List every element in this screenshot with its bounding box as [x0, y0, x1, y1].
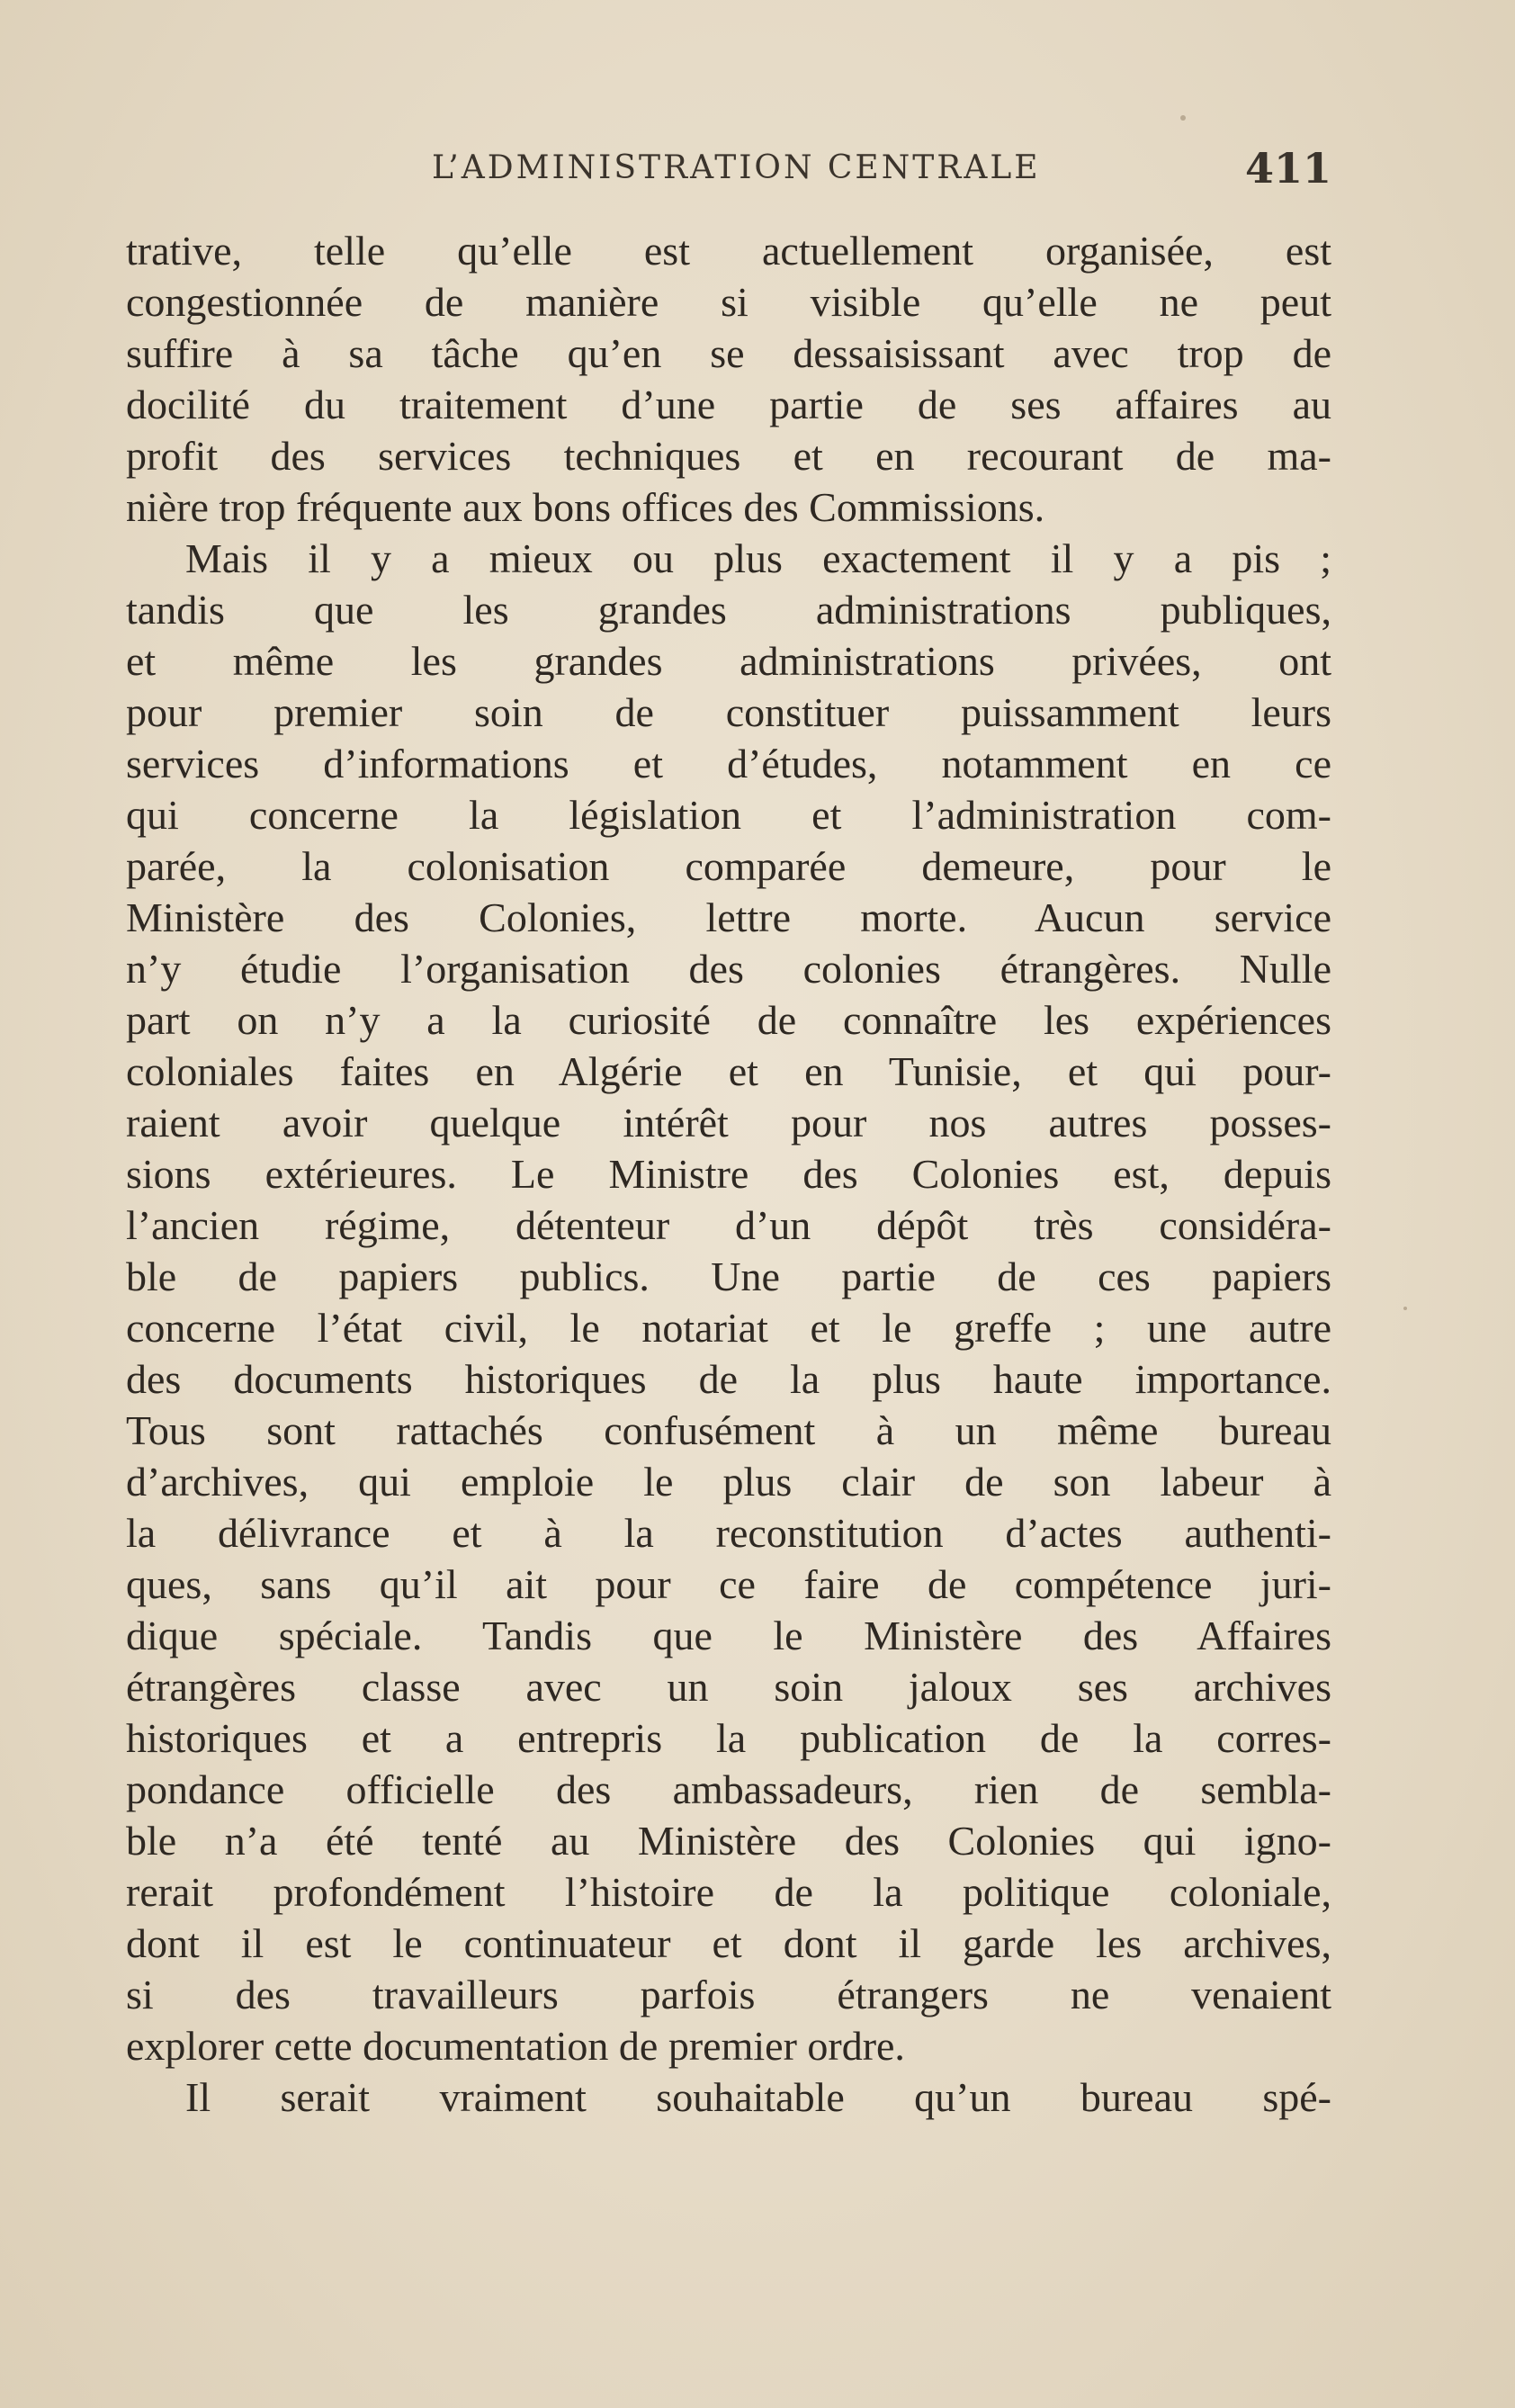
text-line: ques, sans qu’il ait pour ce faire de compétence juri-: [126, 1561, 1331, 1607]
text-line: pour premier soin de constituer puissamment leurs: [126, 689, 1331, 735]
text-line: congestionnée de manière si visible qu’elle ne peut: [126, 279, 1331, 325]
text-line: raient avoir quelque intérêt pour nos autres posses-: [126, 1100, 1331, 1146]
text-line: ble n’a été tenté au Ministère des Colonies qui igno-: [126, 1818, 1331, 1864]
text-line: n’y étudie l’organisation des colonies étrangères. Nulle: [126, 946, 1331, 992]
text-line: la délivrance et à la reconstitution d’actes authenti-: [126, 1510, 1331, 1556]
body-text: [126, 225, 1331, 2123]
text-line: Ministère des Colonies, lettre morte. Aucun service: [126, 894, 1331, 940]
text-line: nière trop fréquente aux bons offices des Commissions.: [126, 484, 1045, 530]
running-head: [126, 144, 1331, 198]
text-line: dique spéciale. Tandis que le Ministère des Affaires: [126, 1613, 1331, 1658]
text-line: si des travailleurs parfois étrangers ne venaient: [126, 1972, 1331, 2017]
text-line: dont il est le continuateur et dont il garde les archives,: [126, 1920, 1331, 1966]
text-line: Tous sont rattachés confusément à un même bureau: [126, 1407, 1331, 1453]
text-line: Il serait vraiment souhaitable qu’un bureau spé-: [185, 2074, 1331, 2120]
text-line: tandis que les grandes administrations publiques,: [126, 587, 1331, 633]
text-line: rerait profondément l’histoire de la politique coloniale,: [126, 1869, 1331, 1915]
text-line: qui concerne la législation et l’administration com-: [126, 792, 1331, 838]
text-line: l’ancien régime, détenteur d’un dépôt très considéra-: [126, 1202, 1331, 1248]
text-line: Mais il y a mieux ou plus exactement il y a pis ;: [185, 535, 1331, 581]
page-number: 411: [1244, 144, 1331, 193]
text-line: étrangères classe avec un soin jaloux ses archives: [126, 1664, 1331, 1710]
text-line: explorer cette documentation de premier ordre.: [126, 2023, 905, 2069]
text-line: services d’informations et d’études, notamment en ce: [126, 741, 1331, 786]
text-line: suffire à sa tâche qu’en se dessaisissant avec trop de: [126, 330, 1331, 376]
text-line: part on n’y a la curiosité de connaître les expériences: [126, 997, 1331, 1043]
paper-speck: [1180, 115, 1186, 121]
text-line: trative, telle qu’elle est actuellement organisée, est: [126, 228, 1331, 274]
paper-speck: [1403, 1307, 1407, 1310]
text-line: des documents historiques de la plus haute importance.: [126, 1356, 1331, 1402]
text-line: docilité du traitement d’une partie de ses affaires au: [126, 382, 1331, 427]
running-head-title: L’ADMINISTRATION CENTRALE: [432, 149, 1041, 186]
text-line: sions extérieures. Le Ministre des Colonies est, depuis: [126, 1151, 1331, 1197]
text-line: ble de papiers publics. Une partie de ces papiers: [126, 1253, 1331, 1299]
text-line: coloniales faites en Algérie et en Tunisie, et qui pour-: [126, 1048, 1331, 1094]
text-line: d’archives, qui emploie le plus clair de son labeur à: [126, 1459, 1331, 1505]
text-line: et même les grandes administrations privées, ont: [126, 638, 1331, 684]
text-line: concerne l’état civil, le notariat et le greffe ; une autre: [126, 1305, 1331, 1351]
text-line: historiques et a entrepris la publication de la corres-: [126, 1715, 1331, 1761]
text-line: profit des services techniques et en recourant de ma-: [126, 433, 1331, 479]
text-line: parée, la colonisation comparée demeure, pour le: [126, 843, 1331, 889]
text-line: pondance officielle des ambassadeurs, rien de sembla-: [126, 1766, 1331, 1812]
